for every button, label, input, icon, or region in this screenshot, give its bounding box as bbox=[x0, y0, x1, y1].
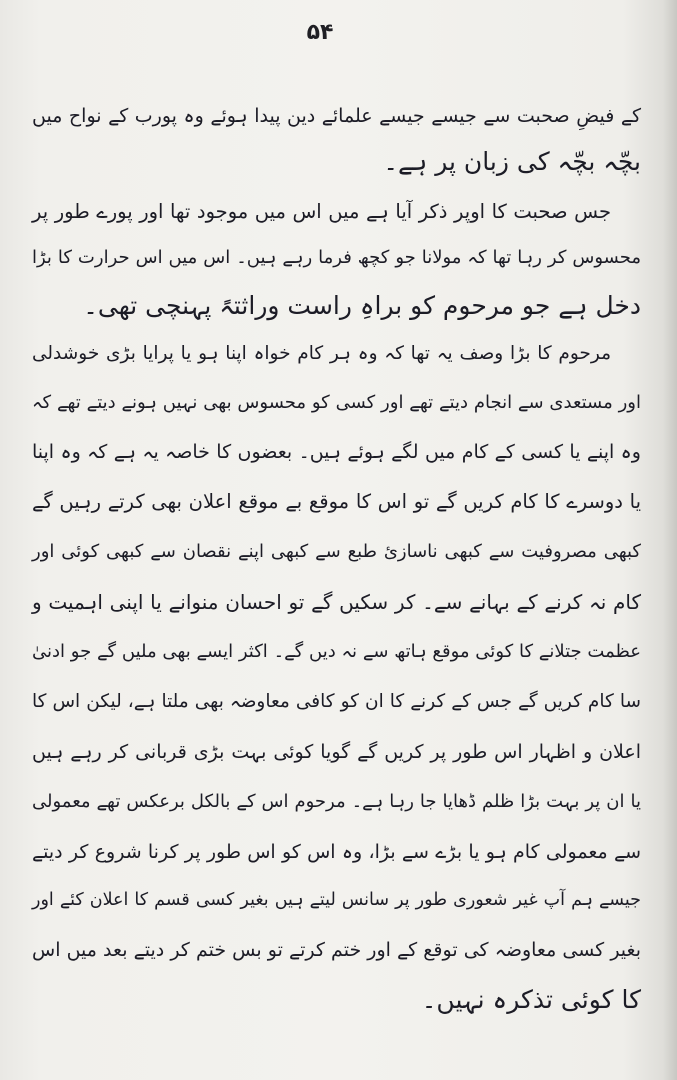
text-line: جیسے ہم آپ غیر شعوری طور پر سانس لیتے ہیں بغیر کسی قسم کا اعلان کئے اور bbox=[32, 890, 641, 910]
text-line: یا دوسرے کا کام کریں گے تو اس کا موقع بے موقع اعلان بھی کرتے رہیں گے bbox=[32, 490, 641, 513]
text-line: بچّہ بچّہ کی زبان پر ہے۔ bbox=[383, 147, 641, 176]
text-line: کام نہ کرنے کے بہانے سے۔ کر سکیں گے تو احسان منوانے یا اپنی اہمیت و bbox=[32, 590, 641, 614]
text-line: اعلان و اظہار اس طور پر کریں گے گویا کوئی بہت بڑی قربانی کر رہے ہیں bbox=[32, 741, 641, 763]
text-line: وہ اپنے یا کسی کے کام میں لگے ہوئے ہیں۔ بعضوں کا خاصہ یہ ہے کہ وہ اپنا bbox=[32, 441, 641, 463]
text-line: کبھی مصروفیت سے کبھی ناسازیٔ طبع سے کبھی اپنے نقصان سے کبھی کوئی اور bbox=[32, 541, 641, 562]
text-line: کے فیضِ صحبت سے جیسے جیسے علمائے دین پیدا ہوئے وہ پورب کے نواح میں bbox=[32, 105, 641, 127]
text-line: دخل ہے جو مرحوم کو براہِ راست وراثتہً پہنچی تھی۔ bbox=[83, 291, 641, 320]
text-line: سا کام کریں گے جس کے کرنے کا ان کو کافی معاوضہ بھی ملتا ہے، لیکن اس کا bbox=[32, 691, 641, 712]
text-line: جس صحبت کا اوپر ذکر آیا ہے میں اس میں موجود تھا اور پورے طور پر bbox=[32, 200, 611, 223]
page-number: ۵۴ bbox=[306, 20, 334, 45]
text-line: سے معمولی کام ہو یا بڑے سے بڑا، وہ اس کو اس طور پر کرنا شروع کر دیتے bbox=[32, 841, 641, 863]
text-line: اور مستعدی سے انجام دیتے تھے اور کسی کو محسوس بھی نہیں ہونے دیتے تھے کہ bbox=[32, 392, 641, 413]
text-line: مرحوم کا بڑا وصف یہ تھا کہ وہ ہر کام خواہ اپنا ہو یا پرایا بڑی خوشدلی bbox=[32, 343, 611, 364]
text-line: یا ان پر بہت بڑا ظلم ڈھایا جا رہا ہے۔ مرحوم اس کے بالکل برعکس تھے معمولی bbox=[32, 791, 641, 812]
text-line: بغیر کسی معاوضہ کی توقع کے اور ختم کرتے تو بس ختم کر دیتے بعد میں اس bbox=[32, 939, 641, 961]
text-line: کا کوئی تذکرہ نہیں۔ bbox=[421, 985, 641, 1014]
text-line: محسوس کر رہا تھا کہ مولانا جو کچھ فرما رہے ہیں۔ اس میں اس حرارت کا بڑا bbox=[32, 247, 641, 268]
text-line: عظمت جتلانے کا کوئی موقع ہاتھ سے نہ دیں گے۔ اکثر ایسے بھی ملیں گے جو ادنیٰ bbox=[32, 641, 641, 662]
